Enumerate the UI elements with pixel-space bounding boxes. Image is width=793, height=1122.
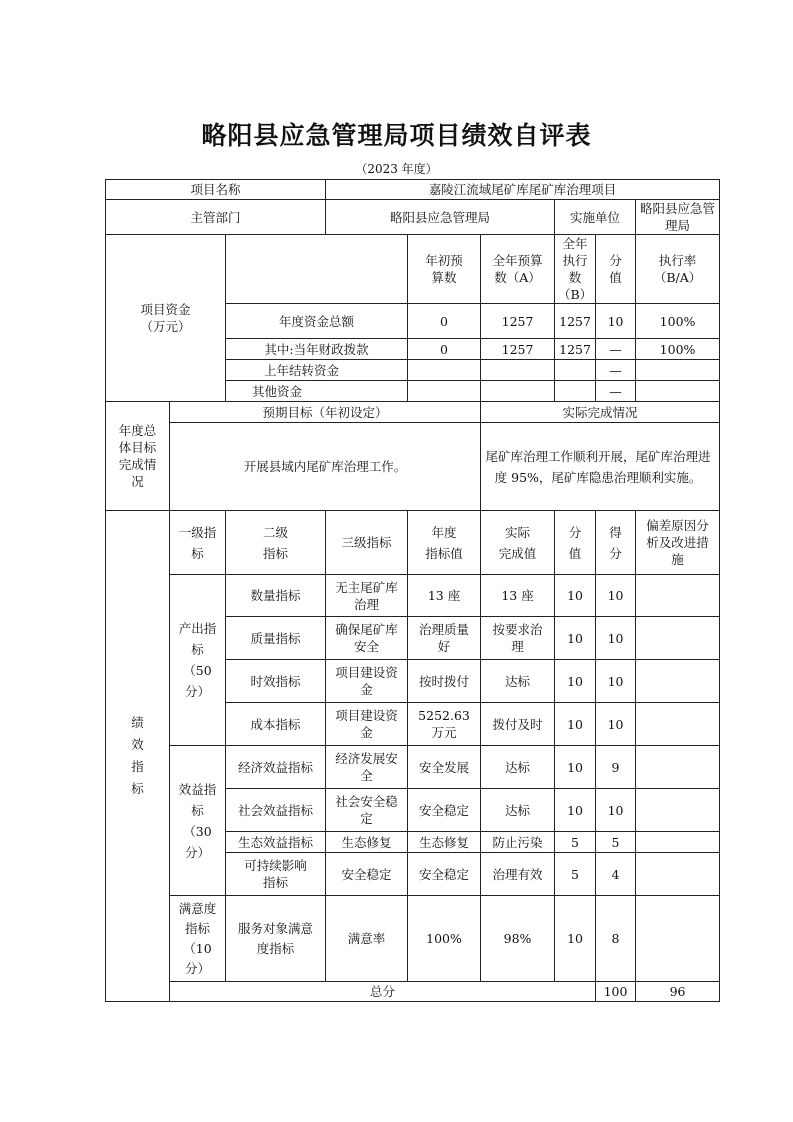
perf-l2: 成本指标 bbox=[226, 703, 326, 746]
page-title: 略阳县应急管理局项目绩效自评表 bbox=[201, 121, 592, 150]
perf-actual: 按要求治 理 bbox=[481, 617, 555, 660]
perf-l2: 社会效益指标 bbox=[226, 789, 326, 832]
goals-header-row bbox=[106, 402, 720, 423]
perf-l3: 无主尾矿库 治理 bbox=[326, 575, 408, 617]
perf-actual: 达标 bbox=[481, 789, 555, 832]
perf-note bbox=[636, 853, 720, 896]
impl-value: 略阳县应急管理局 bbox=[636, 200, 720, 235]
perf-col-target: 年度 指标值 bbox=[408, 511, 481, 575]
funds-label: 项目资金 （万元） bbox=[106, 235, 226, 402]
perf-l3: 安全稳定 bbox=[326, 853, 408, 896]
perf-score: 5 bbox=[596, 832, 636, 853]
perf-col-actual: 实际 完成值 bbox=[481, 511, 555, 575]
perf-row bbox=[106, 575, 720, 617]
perf-l2: 生态效益指标 bbox=[226, 832, 326, 853]
perf-weight: 5 bbox=[555, 853, 596, 896]
perf-actual: 治理有效 bbox=[481, 853, 555, 896]
perf-col-weight: 分 值 bbox=[555, 511, 596, 575]
funds-annual: 1257 bbox=[481, 304, 555, 339]
funds-weight: — bbox=[596, 381, 636, 402]
perf-score: 10 bbox=[596, 660, 636, 703]
funds-row-name: 其他资金 bbox=[226, 381, 408, 402]
perf-l3: 社会安全稳 定 bbox=[326, 789, 408, 832]
perf-target: 生态修复 bbox=[408, 832, 481, 853]
department-row bbox=[106, 200, 720, 235]
perf-l3: 经济发展安 全 bbox=[326, 746, 408, 789]
perf-col-l1: 一级指 标 bbox=[170, 511, 226, 575]
perf-note bbox=[636, 896, 720, 982]
perf-weight: 5 bbox=[555, 832, 596, 853]
dept-value: 略阳县应急管理局 bbox=[326, 200, 555, 235]
funds-initial: 0 bbox=[408, 304, 481, 339]
perf-l3: 项目建设资 金 bbox=[326, 703, 408, 746]
funds-rate bbox=[636, 360, 720, 381]
perf-note bbox=[636, 789, 720, 832]
perf-target: 安全稳定 bbox=[408, 789, 481, 832]
project-name-label: 项目名称 bbox=[106, 180, 326, 200]
funds-rate: 100% bbox=[636, 339, 720, 360]
project-name-value: 嘉陵江流域尾矿库尾矿库治理项目 bbox=[326, 180, 720, 200]
funds-row-name: 上年结转资金 bbox=[226, 360, 408, 381]
funds-executed bbox=[555, 381, 596, 402]
perf-col-l2: 二级 指标 bbox=[226, 511, 326, 575]
funds-annual bbox=[481, 381, 555, 402]
perf-row bbox=[106, 746, 720, 789]
perf-l3: 确保尾矿库 安全 bbox=[326, 617, 408, 660]
impl-label: 实施单位 bbox=[555, 200, 636, 235]
perf-l3: 满意率 bbox=[326, 896, 408, 982]
project-name-row bbox=[106, 180, 720, 200]
perf-header-row bbox=[106, 511, 720, 575]
perf-l3: 生态修复 bbox=[326, 832, 408, 853]
perf-target: 100% bbox=[408, 896, 481, 982]
goals-content-row bbox=[106, 423, 720, 511]
perf-l2: 时效指标 bbox=[226, 660, 326, 703]
funds-blank-header bbox=[226, 235, 408, 304]
perf-l2: 质量指标 bbox=[226, 617, 326, 660]
perf-col-score: 得 分 bbox=[596, 511, 636, 575]
total-score: 96 bbox=[636, 982, 720, 1002]
funds-row-name: 年度资金总额 bbox=[226, 304, 408, 339]
perf-note bbox=[636, 617, 720, 660]
funds-initial: 0 bbox=[408, 339, 481, 360]
perf-target: 5252.63 万元 bbox=[408, 703, 481, 746]
perf-l2: 经济效益指标 bbox=[226, 746, 326, 789]
funds-col-annual: 全年预算 数（A） bbox=[481, 235, 555, 304]
perf-row bbox=[106, 896, 720, 982]
funds-executed bbox=[555, 360, 596, 381]
perf-l3: 项目建设资 金 bbox=[326, 660, 408, 703]
perf-target: 安全发展 bbox=[408, 746, 481, 789]
perf-actual: 达标 bbox=[481, 660, 555, 703]
perf-weight: 10 bbox=[555, 575, 596, 617]
year-subtitle: （2023 年度） bbox=[355, 162, 438, 176]
performance-table bbox=[105, 179, 720, 1002]
perf-actual: 13 座 bbox=[481, 575, 555, 617]
funds-col-executed: 全年执行 数（B） bbox=[555, 235, 596, 304]
funds-weight: 10 bbox=[596, 304, 636, 339]
funds-initial bbox=[408, 381, 481, 402]
perf-score: 10 bbox=[596, 703, 636, 746]
funds-col-initial: 年初预 算数 bbox=[408, 235, 481, 304]
goals-actual-label: 实际完成情况 bbox=[481, 402, 720, 423]
funds-initial bbox=[408, 360, 481, 381]
perf-note bbox=[636, 575, 720, 617]
perf-note bbox=[636, 660, 720, 703]
perf-actual: 防止污染 bbox=[481, 832, 555, 853]
perf-weight: 10 bbox=[555, 703, 596, 746]
funds-weight: — bbox=[596, 339, 636, 360]
funds-row-name: 其中:当年财政拨款 bbox=[226, 339, 408, 360]
perf-label: 绩 效 指 标 bbox=[106, 511, 170, 1002]
perf-target: 治理质量 好 bbox=[408, 617, 481, 660]
funds-executed: 1257 bbox=[555, 304, 596, 339]
funds-annual bbox=[481, 360, 555, 381]
funds-annual: 1257 bbox=[481, 339, 555, 360]
perf-l2: 数量指标 bbox=[226, 575, 326, 617]
perf-note bbox=[636, 703, 720, 746]
perf-weight: 10 bbox=[555, 896, 596, 982]
perf-actual: 拨付及时 bbox=[481, 703, 555, 746]
perf-weight: 10 bbox=[555, 789, 596, 832]
perf-note bbox=[636, 832, 720, 853]
perf-target: 安全稳定 bbox=[408, 853, 481, 896]
total-row bbox=[106, 982, 720, 1002]
funds-rate bbox=[636, 381, 720, 402]
perf-weight: 10 bbox=[555, 746, 596, 789]
funds-col-rate: 执行率 （B/A） bbox=[636, 235, 720, 304]
perf-col-note: 偏差原因分 析及改进措 施 bbox=[636, 511, 720, 575]
perf-score: 4 bbox=[596, 853, 636, 896]
perf-score: 9 bbox=[596, 746, 636, 789]
perf-target: 按时拨付 bbox=[408, 660, 481, 703]
perf-score: 8 bbox=[596, 896, 636, 982]
perf-actual: 98% bbox=[481, 896, 555, 982]
perf-col-l3: 三级指标 bbox=[326, 511, 408, 575]
perf-target: 13 座 bbox=[408, 575, 481, 617]
goals-actual: 尾矿库治理工作顺利开展，尾矿库治理进度 95%，尾矿库隐患治理顺利实施。 bbox=[481, 423, 720, 511]
funds-col-weight: 分 值 bbox=[596, 235, 636, 304]
perf-actual: 达标 bbox=[481, 746, 555, 789]
goals-expected: 开展县域内尾矿库治理工作。 bbox=[170, 423, 481, 511]
funds-header-row bbox=[106, 235, 720, 304]
goals-expected-label: 预期目标（年初设定） bbox=[170, 402, 481, 423]
funds-weight: — bbox=[596, 360, 636, 381]
perf-note bbox=[636, 746, 720, 789]
perf-weight: 10 bbox=[555, 617, 596, 660]
dept-label: 主管部门 bbox=[106, 200, 326, 235]
perf-score: 10 bbox=[596, 617, 636, 660]
funds-rate: 100% bbox=[636, 304, 720, 339]
perf-group-satisfaction: 满意度 指标 （10 分） bbox=[170, 896, 226, 982]
perf-l2: 服务对象满意 度指标 bbox=[226, 896, 326, 982]
total-label: 总分 bbox=[170, 982, 596, 1002]
funds-executed: 1257 bbox=[555, 339, 596, 360]
perf-l2: 可持续影响 指标 bbox=[226, 853, 326, 896]
perf-score: 10 bbox=[596, 789, 636, 832]
total-weight: 100 bbox=[596, 982, 636, 1002]
perf-group-benefit: 效益指 标 （30 分） bbox=[170, 746, 226, 896]
perf-group-output: 产出指 标 （50 分） bbox=[170, 575, 226, 746]
perf-weight: 10 bbox=[555, 660, 596, 703]
goals-label: 年度总 体目标 完成情 况 bbox=[106, 402, 170, 511]
perf-score: 10 bbox=[596, 575, 636, 617]
